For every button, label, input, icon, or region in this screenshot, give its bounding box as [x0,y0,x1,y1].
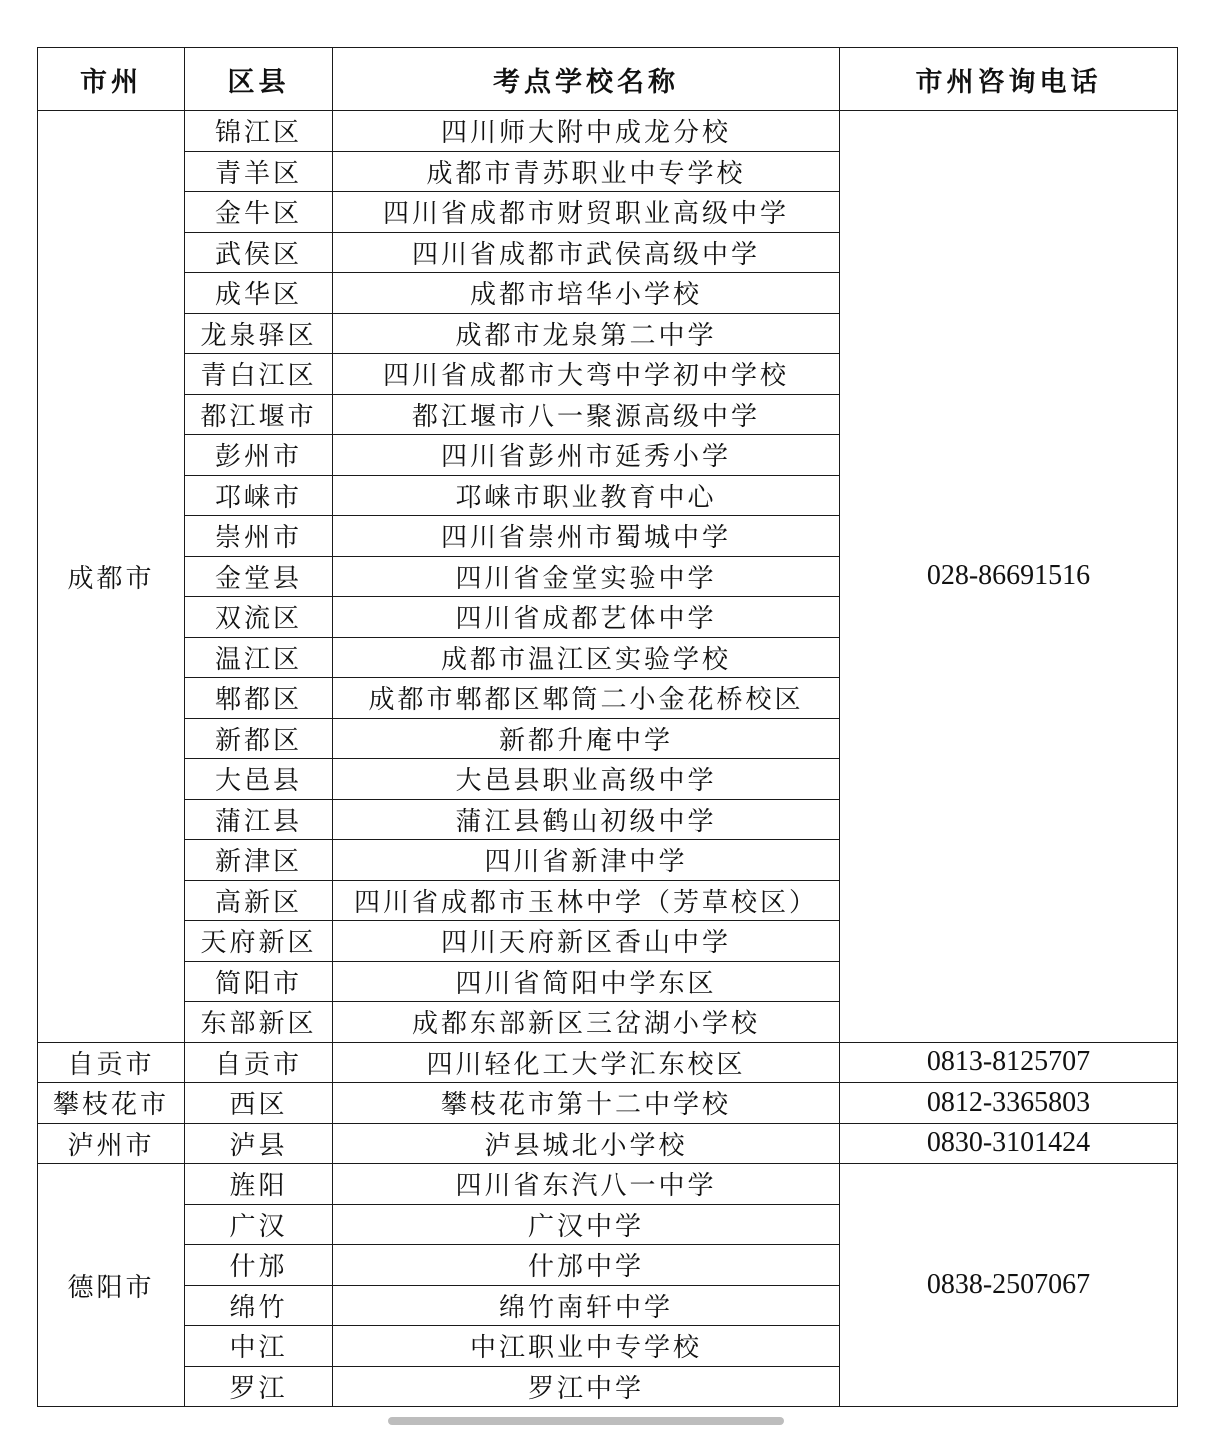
district-cell: 都江堰市 [185,394,333,435]
header-school: 考点学校名称 [333,48,840,111]
district-cell: 大邑县 [185,759,333,800]
horizontal-scrollbar[interactable] [388,1417,784,1425]
school-cell: 成都市青苏职业中专学校 [333,151,840,192]
school-cell: 四川省崇州市蜀城中学 [333,516,840,557]
header-row [38,48,1178,111]
district-cell: 蒲江县 [185,799,333,840]
school-cell: 罗江中学 [333,1366,840,1407]
school-cell: 什邡中学 [333,1245,840,1286]
district-cell: 成华区 [185,273,333,314]
district-cell: 武侯区 [185,232,333,273]
school-cell: 成都市培华小学校 [333,273,840,314]
district-cell: 金牛区 [185,192,333,233]
district-cell: 西区 [185,1083,333,1124]
district-cell: 罗江 [185,1366,333,1407]
school-cell: 泸县城北小学校 [333,1123,840,1164]
city-cell: 泸州市 [38,1123,185,1164]
school-cell: 攀枝花市第十二中学校 [333,1083,840,1124]
city-cell: 攀枝花市 [38,1083,185,1124]
district-cell: 泸县 [185,1123,333,1164]
table-row [38,1164,1178,1205]
district-cell: 简阳市 [185,961,333,1002]
city-cell: 自贡市 [38,1042,185,1083]
district-cell: 自贡市 [185,1042,333,1083]
school-cell: 邛崃市职业教育中心 [333,475,840,516]
school-cell: 四川省成都市武侯高级中学 [333,232,840,273]
district-cell: 金堂县 [185,556,333,597]
header-city: 市州 [38,48,185,111]
school-cell: 四川轻化工大学汇东校区 [333,1042,840,1083]
school-cell: 四川省简阳中学东区 [333,961,840,1002]
school-cell: 成都市龙泉第二中学 [333,313,840,354]
header-phone: 市州咨询电话 [840,48,1178,111]
school-cell: 四川省彭州市延秀小学 [333,435,840,476]
school-cell: 蒲江县鹤山初级中学 [333,799,840,840]
district-cell: 郫都区 [185,678,333,719]
phone-cell: 0838-2507067 [840,1164,1178,1407]
school-cell: 成都东部新区三岔湖小学校 [333,1002,840,1043]
table-row [38,111,1178,152]
district-cell: 新都区 [185,718,333,759]
table-row [38,1083,1178,1124]
district-cell: 高新区 [185,880,333,921]
district-cell: 青白江区 [185,354,333,395]
district-cell: 旌阳 [185,1164,333,1205]
table-row [38,1042,1178,1083]
exam-site-table [37,47,1178,1407]
district-cell: 东部新区 [185,1002,333,1043]
district-cell: 龙泉驿区 [185,313,333,354]
header-district: 区县 [185,48,333,111]
district-cell: 崇州市 [185,516,333,557]
district-cell: 青羊区 [185,151,333,192]
school-cell: 成都市温江区实验学校 [333,637,840,678]
district-cell: 中江 [185,1326,333,1367]
district-cell: 天府新区 [185,921,333,962]
district-cell: 新津区 [185,840,333,881]
district-cell: 广汉 [185,1204,333,1245]
school-cell: 成都市郫都区郫筒二小金花桥校区 [333,678,840,719]
phone-cell: 0812-3365803 [840,1083,1178,1124]
school-cell: 绵竹南轩中学 [333,1285,840,1326]
school-cell: 大邑县职业高级中学 [333,759,840,800]
phone-cell: 0813-8125707 [840,1042,1178,1083]
school-cell: 四川省成都艺体中学 [333,597,840,638]
district-cell: 什邡 [185,1245,333,1286]
school-cell: 广汉中学 [333,1204,840,1245]
city-cell: 成都市 [38,111,185,1043]
school-cell: 四川天府新区香山中学 [333,921,840,962]
school-cell: 新都升庵中学 [333,718,840,759]
district-cell: 彭州市 [185,435,333,476]
school-cell: 中江职业中专学校 [333,1326,840,1367]
district-cell: 双流区 [185,597,333,638]
table-row [38,1123,1178,1164]
table-body [38,111,1178,1407]
school-cell: 四川省成都市大弯中学初中学校 [333,354,840,395]
school-cell: 四川省东汽八一中学 [333,1164,840,1205]
phone-cell: 0830-3101424 [840,1123,1178,1164]
district-cell: 邛崃市 [185,475,333,516]
city-cell: 德阳市 [38,1164,185,1407]
school-cell: 四川省新津中学 [333,840,840,881]
school-cell: 都江堰市八一聚源高级中学 [333,394,840,435]
school-cell: 四川师大附中成龙分校 [333,111,840,152]
district-cell: 绵竹 [185,1285,333,1326]
school-cell: 四川省金堂实验中学 [333,556,840,597]
district-cell: 温江区 [185,637,333,678]
phone-cell: 028-86691516 [840,111,1178,1043]
school-cell: 四川省成都市财贸职业高级中学 [333,192,840,233]
district-cell: 锦江区 [185,111,333,152]
school-cell: 四川省成都市玉林中学（芳草校区） [333,880,840,921]
